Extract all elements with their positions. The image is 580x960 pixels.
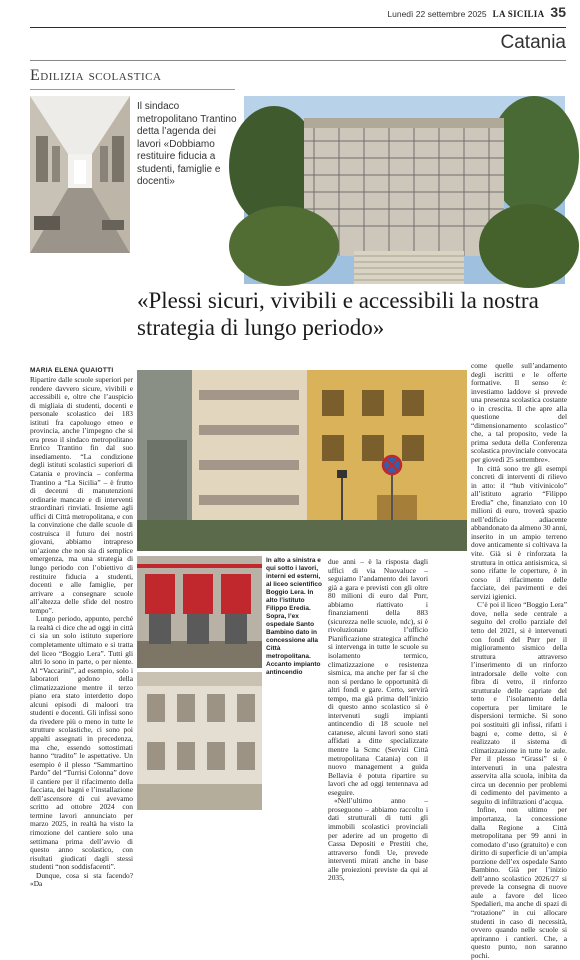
newspaper-name: LA SICILIA (492, 9, 545, 19)
page-number: 35 (550, 4, 566, 20)
header-rule (30, 27, 566, 28)
headline: «Plessi sicuri, vivibili e accessibili la nostra strategia di lungo periodo» (137, 288, 539, 340)
school-building-photo (137, 370, 467, 551)
paragraph: Dunque, cosa si sta facendo? «Da (30, 870, 133, 889)
photo-caption: In alto a sinistra e qui sotto i lavori, interni ed esterni, al liceo scientifico Boggio Lera. In alto l’istituto Filippo Eredia. Sopra, l’ex ospedale Santo Bambino dato in concessione alla Città metropolitana. Accanto impianto antincendio (266, 557, 322, 676)
paragraph: C’è poi il liceo “Boggio Lera” dove, nella sede centrale a seguito del crollo parziale del tetto del 2021, si è intervenuti con fondi del Pnrr per il miglioramento sismico della struttura attraverso l’inserimento di un rinforzo intradorsale delle volte con fibra di vetro, il rinforzo strutturale delle capriate del tetto e l’isolamento della copertura per limitare le dispersioni termiche. Si sono poi sostituiti gli infissi, rifatti i bagni e, come detto, si è realizzato il sistema di climatizzazione in tutte le aule. Per il plesso “Grassi” si è intervenuti in una palestra asservita alla scuola, inibita da circa un decennio per problemi di cedimento del pavimento a seguito di infiltrazioni d’acqua. (471, 600, 567, 806)
subheadline: Il sindaco metropolitano Trantino detta l’agenda dei lavori «Dobbiamo restituire fiducia a studenti, famiglie e docenti» (137, 101, 237, 187)
paragraph: due anni – è la risposta dagli uffici di via Nuovaluce – seguiamo l’andamento dei lavori già a gara e previsti con gli oltre 80 milioni di euro dal Pnrr, abbiamo riattivato i finanziamenti della 883 (sicurezza nelle scuole, ndc), si è rivoluzionato l’ufficio Pianificazione strategica affinché si intervenga in tutte le scuole su isolamento termico, climatizzazione e resistenza sismica, ma anche per far sì che non si perdano le opportunità di altri fondi e gare. Certo, servirà tempo, ma già prima dell’inizio di questo anno scolastico si è intervenuti sugli impianti antincendio di 18 scuole nel catanese, alcuni lavori sono stati affidati a ditte specializzate mentre la Scmc (Servizi Città metropolitana Catania) con il nuovo management a guida Bellavia è potuta ripartire su lavori che ad oggi tentennava ad eseguire. (328, 557, 428, 797)
paragraph: Lungo periodo, appunto, perché la realtà ci dice che ad oggi in città ci sia un solo istituto superiore completamente ultimato e si tratta del liceo “Boggio Lera”. Tutti gli altri lo sono in parte, o per niente. Al “Vaccarini”, ad esempio, solo i laboratori godono della climatizzazione mentre il terzo piano era stato interdetto dopo alcuni episodi di maloori tra studenti e docenti. Gli infissi sono da rivedere più o meno in tutte le strutture scolastiche, ci sono poi appalti assegnati in precedenza, ma che, essendo sottostimati hanno “tradito” le aspettative. Un esempio è il plesso “Sammartino Pardo” del “Turrisi Colonna” dove il cantiere per il rifacimento della facciata, dei bagni e l’installazione dell’ascensore di cui avevamo scritto ad ottobre 2024 con termine lavori annunciato per marzo 2025, in realtà ha visto la rimozione del cantiere solo una settimana prima dell’avvio di questo anno scolastico, con risultati giudicati dagli stessi studenti “non soddisfacenti”. (30, 614, 134, 872)
issue-date: Lunedì 22 settembre 2025 (387, 9, 487, 19)
kicker: Edilizia scolastica (30, 67, 235, 90)
page-header (30, 4, 566, 26)
corridor-photo (30, 96, 130, 253)
paragraph: In città sono tre gli esempi concreti di interventi di rilievo in atto: il “hub vitivinicolo” all’istituto agrario “Filippo Eredia” che, finanziato con 10 milioni di euro, troverà spazio nell’edificio adiacente abbandonato da almeno 30 anni, inserito in un ampio terreno dove anticamente si coltivava la vite. Già si è rinforzata la struttura in ottica antisismica, si sono rifatte le coperture, è in corso il rifacimento delle facciate, dei pavimenti e dei servizi igienici. (471, 463, 567, 601)
byline: MARIA ELENA QUAIOTTI (30, 367, 114, 374)
section-rule (30, 60, 566, 61)
section-title: Catania (500, 32, 566, 53)
paragraph: Ripartire dalle scuole superiori per rendere davvero sicure, vivibili e accessibili e, oltre che l’auspicio di migliaia di studenti, docenti e personale scolastico dei 183 istituti fra capoluogo etneo e provincia, anche l’impegno che si era preso il sindaco metropolitano Enrico Trantino fin dal suo insediamento. “La condizione degli istituti scolastici superiori di Catania e provincia – conferma Trantino a “La Sicilia” – è frutto di decenni di manutenzioni ordinarie mancate e di interventi straordinari rinviati. Insieme agli uffici di Città metropolitana, e con la convinzione che dalle scuole di costruisca il futuro dei nostri giovani, abbiamo intrapreso un’azione che non sia di semplice emergenza, ma una strategia di lungo periodo con l’obiettivo di restituire fiducia a studenti, docenti e alle famiglie, per arrivare a consegnare scuole all’altezza delle sfide del nostro tempo”. (30, 375, 133, 615)
article-column-5 (471, 361, 567, 960)
fire-pump-photo (137, 556, 262, 668)
paragraph: «Nell’ultimo anno – proseguono – abbiamo raccolto i dati strutturali di tutti gli immobili scolastici provinciali per aderire ad un progetto di Cassa Depositi e Prestiti che, attraverso fondi Ue, prevede interventi mirati anche in base alle proiezioni previste da qui al 2035, (328, 796, 428, 883)
hospital-facade-photo (137, 672, 262, 810)
article-column-3 (328, 557, 428, 883)
paragraph: Infine, non ultimo per importanza, la concessione dalla Regione a Città metropolitana per 99 anni in comodato d’uso (gratuito) e con diritto di superficie di un’ampia porzione dell’ex ospedale Santo Bambino. Già per l’inizio dell’anno scolastico 2026/27 si prevede la consegna di nuove aule a favore del liceo Spedalieri, ma anche di spazi di “rotazione” in cui allocare studenti in caso di necessità, ovvero quando nelle scuole si apriranno i cantieri. Che, a questo punto, non saranno pochi. (471, 805, 567, 960)
paragraph: come quelle sull’andamento degli iscritti e le offerte formative. Il senso è: investiamo laddove si prevede una presenza scolastica costante o in crescita. Il che apre alla questione del “dimensionamento scolastico” che, a tal proposito, vede la prima seduta della Conferenza scolastica provinciale convocata per giovedì 25 settembre». (471, 361, 567, 465)
article-column-1 (30, 375, 134, 889)
scaffolded-building-photo (244, 96, 565, 284)
